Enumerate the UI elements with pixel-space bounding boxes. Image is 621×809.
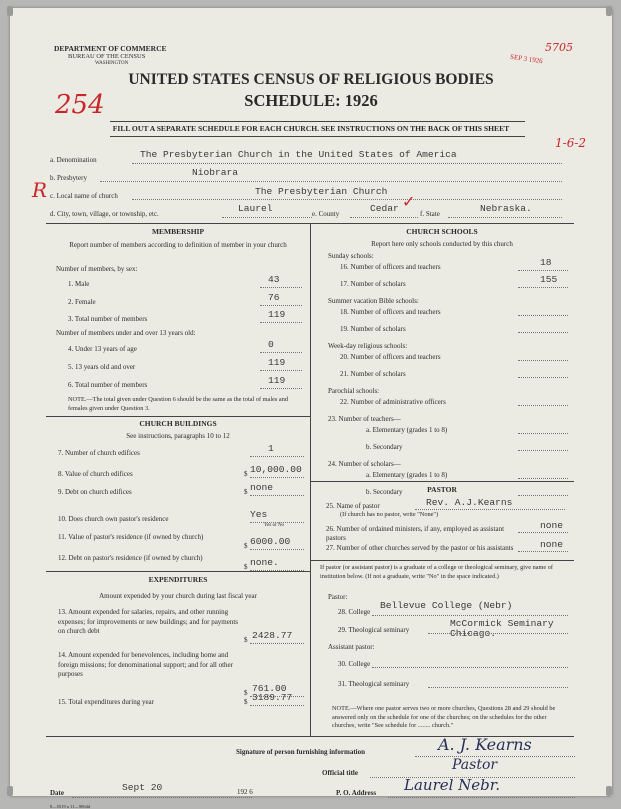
building-row-value: none. <box>250 557 279 568</box>
pastor-closing-note: NOTE.—Where one pastor serves two or more churches, Questions 28 and 29 should be answered only on the schedule for one of the churches; on the schedules for the other churches, write "See schedule for ........ church." <box>332 705 556 729</box>
signature-value: A. J. Kearns <box>438 735 532 754</box>
handwritten-number: 254 <box>55 90 105 120</box>
school-group-label: Parochial schools: <box>328 387 380 395</box>
denomination-value: The Presbyterian Church in the United States of America <box>140 149 457 160</box>
school-row-label: a. Elementary (grades 1 to 8) <box>366 471 448 479</box>
official-title-label: Official title <box>322 769 358 777</box>
church-schools-intro: Report here only schools conducted by this church <box>371 240 513 248</box>
department-label: DEPARTMENT OF COMMERCE <box>54 44 167 53</box>
official-title-value: Pastor <box>452 757 498 773</box>
form-title: UNITED STATES CENSUS OF RELIGIOUS BODIES <box>128 71 494 88</box>
denomination-label: a. Denomination <box>50 156 97 164</box>
college-group-label: Pastor: <box>328 593 348 601</box>
value-underline <box>518 450 568 451</box>
value-underline <box>518 478 568 479</box>
value-underline <box>518 360 568 361</box>
building-row-label: 11. Value of pastor's residence (if owned by church) <box>58 533 204 541</box>
dollar-sign: $ <box>244 470 248 478</box>
value-underline <box>518 377 568 378</box>
pastor-row-hint: (If church has no pastor, write "None") <box>340 511 439 518</box>
value-underline <box>518 270 568 271</box>
binder-clip <box>606 6 612 16</box>
binder-clip <box>7 6 13 16</box>
value-underline <box>372 615 568 616</box>
dollar-sign: $ <box>244 698 248 706</box>
dollar-sign: $ <box>244 689 248 697</box>
church-name-value: The Presbyterian Church <box>255 186 388 197</box>
membership-row-value: 119 <box>268 375 286 386</box>
expense-row-label: 14. Amount expended for benevolences, including home and foreign missions; for denominational support; and for all other purposes <box>58 651 233 678</box>
value-underline <box>250 522 304 523</box>
pastor-heading: PASTOR <box>427 485 457 494</box>
college-row-value: McCormick Seminary Chicago. <box>450 618 554 639</box>
church-schools-heading: CHURCH SCHOOLS <box>406 227 478 236</box>
value-underline <box>518 551 568 552</box>
school-row-label: b. Secondary <box>366 443 403 451</box>
school-row-label: 16. Number of officers and teachers <box>340 263 441 271</box>
state-value: Nebraska. <box>480 203 532 214</box>
building-row-value: 1 <box>268 443 274 454</box>
expense-row-label: 13. Amount expended for salaries, repairs, and other running expenses; for improvements or new buildings; and for payments on church debt <box>58 608 239 635</box>
school-row-label: 20. Number of officers and teachers <box>340 353 441 361</box>
value-underline <box>372 667 568 668</box>
college-row-value: Bellevue College (Nebr) <box>380 600 513 611</box>
city-value: Laurel <box>238 203 273 214</box>
pastor-row-label: 25. Name of pastor <box>326 502 380 510</box>
value-underline <box>260 287 302 288</box>
washington-label: WASHINGTON <box>95 61 129 66</box>
school-group-label: Summer vacation Bible schools: <box>328 297 419 305</box>
school-group-label: 23. Number of teachers— <box>328 415 401 423</box>
value-underline <box>428 687 568 688</box>
school-row-value: 155 <box>540 274 558 285</box>
value-underline <box>518 532 568 533</box>
membership-row-label: 3. Total number of members <box>68 315 148 323</box>
buildings-instruction: See instructions, paragraphs 10 to 12 <box>126 432 230 440</box>
value-underline <box>518 332 568 333</box>
membership-row-label: 2. Female <box>68 298 96 306</box>
binder-clip <box>606 786 612 796</box>
stamp-number: 5705 <box>545 41 573 54</box>
census-form-page <box>10 8 612 809</box>
members-by-sex-label: Number of members, by sex: <box>56 265 138 273</box>
value-underline <box>415 509 565 510</box>
building-row-value: none <box>250 482 274 493</box>
po-address-label: P. O. Address <box>336 789 377 797</box>
college-row-label: 28. College <box>338 608 371 616</box>
building-row-label: 12. Debt on pastor's residence (if owned by church) <box>58 554 203 562</box>
dollar-sign: $ <box>244 563 248 571</box>
po-address-value: Laurel Nebr. <box>404 776 501 794</box>
county-value: Cedar <box>370 203 399 214</box>
college-row-label: 29. Theological seminary <box>338 626 410 634</box>
membership-heading: MEMBERSHIP <box>151 227 205 236</box>
presbytery-label: b. Presbytery <box>50 174 87 182</box>
pastor-row-value: none <box>540 539 564 550</box>
school-row-label: 18. Number of officers and teachers <box>340 308 441 316</box>
members-age-label: Number of members under and over 13 years old: <box>56 329 196 337</box>
state-label: f. State <box>420 210 440 218</box>
membership-note: NOTE.—The total given under Question 6 should be the same as the total of males and females given under Question 3. <box>68 396 288 412</box>
value-underline <box>250 643 304 644</box>
church-name-label: c. Local name of church <box>50 192 118 200</box>
value-underline <box>518 287 568 288</box>
building-row-value: Yes <box>250 509 268 520</box>
building-row-value: 10,000.00 <box>250 464 302 475</box>
membership-row-value: 43 <box>268 274 280 285</box>
membership-row-label: 5. 13 years old and over <box>68 363 136 371</box>
expenditures-intro: Amount expended by your church during last fiscal year <box>99 592 257 600</box>
signature-label: Signature of person furnishing information <box>236 748 365 756</box>
value-underline <box>260 388 302 389</box>
membership-row-label: 1. Male <box>68 280 90 288</box>
value-underline <box>250 549 304 550</box>
value-underline <box>428 633 568 634</box>
presbytery-value: Niobrara <box>192 167 239 178</box>
yes-no-hint: Yes or No <box>264 523 285 528</box>
membership-row-label: 6. Total number of members <box>68 381 148 389</box>
building-row-value: 6000.00 <box>250 536 291 547</box>
pastor-row-value: Rev. A.J.Kearns <box>426 497 513 508</box>
margin-code: 1-6-2 <box>555 136 587 150</box>
date-value: Sept 20 <box>122 782 163 793</box>
value-underline <box>260 370 302 371</box>
building-row-label: 10. Does church own pastor's residence <box>58 515 169 523</box>
expense-row-label: 15. Total expenditures during year <box>58 698 154 706</box>
college-row-label: 30. College <box>338 660 371 668</box>
school-row-label: a. Elementary (grades 1 to 8) <box>366 426 448 434</box>
county-label: e. County <box>312 210 340 218</box>
expenditures-heading: EXPENDITURES <box>148 575 208 584</box>
dollar-sign: $ <box>244 636 248 644</box>
membership-intro: Report number of members according to definition of member in your church <box>69 241 287 249</box>
value-underline <box>250 570 304 571</box>
date-label: Date <box>50 789 64 797</box>
dollar-sign: $ <box>244 542 248 550</box>
membership-row-value: 119 <box>268 309 286 320</box>
building-row-label: 9. Debt on church edifices <box>58 488 132 496</box>
value-underline <box>250 495 304 496</box>
value-underline <box>518 495 568 496</box>
checkmark-icon: ✓ <box>402 194 416 211</box>
value-underline <box>250 705 304 706</box>
pastor-row-value: none <box>540 520 564 531</box>
pastor-row-label: 26. Number of ordained ministers, if any, employed as assistant pastors <box>326 525 505 542</box>
margin-mark: R <box>32 178 48 202</box>
buildings-heading: CHURCH BUILDINGS <box>139 419 217 428</box>
expense-row-value: 2428.77 <box>252 630 293 641</box>
school-group-label: Sunday schools: <box>328 252 374 260</box>
school-row-label: 19. Number of scholars <box>340 325 406 333</box>
dollar-sign: $ <box>244 488 248 496</box>
value-underline <box>518 433 568 434</box>
building-row-label: 8. Value of church edifices <box>58 470 133 478</box>
membership-row-label: 4. Under 13 years of age <box>68 345 137 353</box>
form-number: 8—5519 a 11—9064d <box>50 804 91 809</box>
expense-row-value: 3189.77 <box>252 692 293 703</box>
value-underline <box>250 477 304 478</box>
city-label: d. City, town, village, or township, etc. <box>50 210 159 218</box>
membership-row-value: 0 <box>268 339 274 350</box>
value-underline <box>518 405 568 406</box>
value-underline <box>250 456 304 457</box>
value-underline <box>260 352 302 353</box>
bureau-label: BUREAU OF THE CENSUS <box>68 53 146 60</box>
form-subtitle: SCHEDULE: 1926 <box>244 91 378 110</box>
expense-row-value: 761.00 <box>252 683 287 694</box>
college-row-label: 31. Theological seminary <box>338 680 410 688</box>
value-underline <box>518 315 568 316</box>
value-underline <box>260 322 302 323</box>
pastor-graduate-note: If pastor (or assistant pastor) is a graduate of a college or theological seminary, give name of institution below. (If not a graduate, write "No" in the space indicated.) <box>320 564 554 580</box>
school-group-label: Week-day religious schools: <box>328 342 408 350</box>
date-stamp: SEP 3 1926 <box>509 52 544 66</box>
school-row-label: b. Secondary <box>366 488 403 496</box>
school-row-label: 22. Number of administrative officers <box>340 398 446 406</box>
school-group-label: 24. Number of scholars— <box>328 460 401 468</box>
school-row-label: 21. Number of scholars <box>340 370 406 378</box>
binder-clip <box>7 786 13 796</box>
school-row-value: 18 <box>540 257 552 268</box>
instruction-banner: FILL OUT A SEPARATE SCHEDULE FOR EACH CHURCH. SEE INSTRUCTIONS ON THE BACK OF THIS SHEET <box>112 124 510 133</box>
building-row-label: 7. Number of church edifices <box>58 449 140 457</box>
school-row-label: 17. Number of scholars <box>340 280 406 288</box>
date-year-suffix: 192 6 <box>237 788 253 796</box>
membership-row-value: 76 <box>268 292 280 303</box>
pastor-row-label: 27. Number of other churches served by the pastor or his assistants <box>326 544 514 552</box>
membership-row-value: 119 <box>268 357 286 368</box>
college-group-label: Assistant pastor: <box>328 643 375 651</box>
value-underline <box>260 305 302 306</box>
